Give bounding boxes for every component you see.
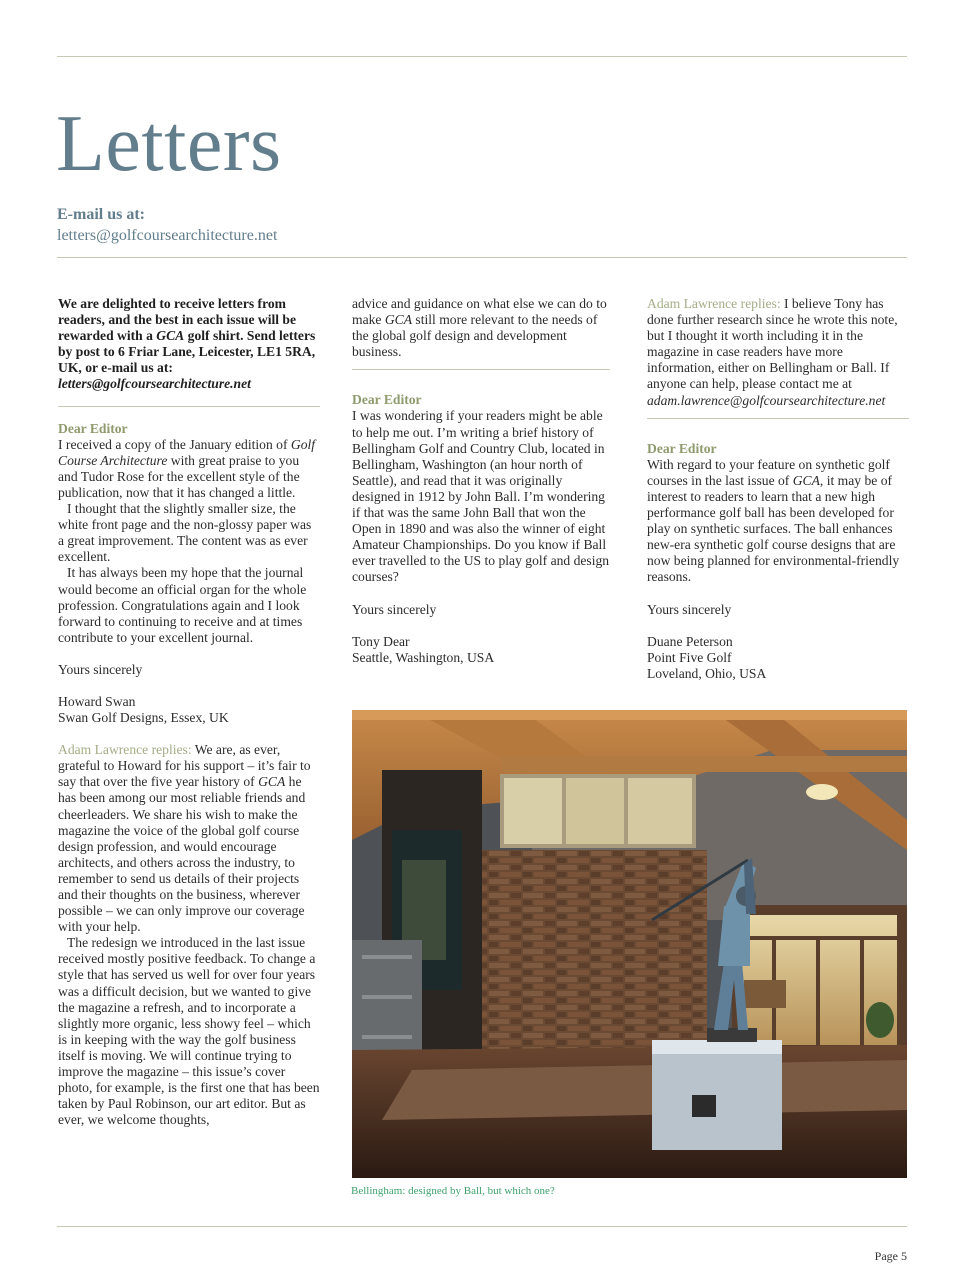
letter3-name: Duane Peterson — [647, 633, 733, 649]
letter1-paragraph-1: I received a copy of the January edition of Golf Course Architecture with great praise to you and Tudor Rose for the excellent style of the publication, now that it has changed a little. — [58, 436, 316, 500]
letter1-signoff: Yours sincerely — [58, 661, 143, 677]
header-rule — [57, 257, 907, 258]
letter2-location: Seattle, Washington, USA — [352, 649, 495, 665]
letter1-paragraph-3: It has always been my hope that the journal would become an official organ for the whole profession. Congratulations again and I look forward to continuing to receive and at times contribute to your excellent journal. — [58, 565, 307, 645]
page-title: Letters — [56, 100, 282, 188]
middle-rule — [352, 369, 610, 370]
reply1-label: Adam Lawrence replies: — [58, 742, 192, 758]
letter1-affiliation: Swan Golf Designs, Essex, UK — [58, 710, 229, 726]
email-label: E-mail us at: — [57, 206, 145, 223]
letter3-location: Loveland, Ohio, USA — [647, 665, 767, 681]
letter3-body: With regard to your feature on synthetic golf courses in the last issue of GCA, it may be of interest to readers to learn that a new high performance golf ball has been developed for play on synthetic surfaces. The ball enhances new-era synthetic golf course designs that are now being planned for environmental-friendly reasons. — [647, 456, 900, 585]
page-number: Page 5 — [874, 1249, 907, 1263]
letter1-name: Howard Swan — [58, 693, 136, 709]
letter1-salutation: Dear Editor — [58, 420, 128, 436]
email-address-link[interactable]: letters@golfcoursearchitecture.net — [57, 227, 278, 244]
column-left — [58, 296, 320, 1128]
letter3-signoff: Yours sincerely — [647, 601, 732, 617]
clubhouse-illustration — [352, 710, 907, 1178]
right-rule — [647, 418, 909, 419]
column-right — [647, 296, 909, 682]
letter2-salutation: Dear Editor — [352, 392, 422, 408]
reply2-paragraph: Adam Lawrence replies: I believe Tony has done further research since he wrote this note, but I thought it worth including it in the magazine in case readers have more information, either on Bellingham or Ball. If anyone can help, please contact me at adam.lawrence@golfcoursearchitecture.net — [647, 296, 898, 408]
reply2-email-link[interactable]: adam.lawrence@golfcoursearchitecture.net — [647, 392, 886, 408]
letter2-name: Tony Dear — [352, 633, 410, 649]
reply2-label: Adam Lawrence replies: — [647, 296, 781, 311]
footer-rule — [57, 1226, 907, 1227]
letter3-salutation: Dear Editor — [647, 440, 717, 456]
reply1-continuation: advice and guidance on what else we can do to make GCA still more relevant to the needs of the global golf design and development business. — [352, 296, 607, 360]
intro-paragraph: We are delighted to receive letters from readers, and the best in each issue will be rewarded with a GCA golf shirt. Send letters by post to 6 Friar Lane, Leicester, LE1 5RA, UK, or e-mail us at: letters@golfcoursearchitecture.net — [58, 296, 316, 392]
reply1-paragraph-1: Adam Lawrence replies: We are, as ever, grateful to Howard for his support – it’s fair to say that over the five year history of GCA he has been among our most reliable friends and cheerleaders. We share his wish to make the magazine the voice of the global golf course design profession, and would encourage architects, and others across the industry, to remember to send us details of their projects and their thoughts on the business, wherever possible – we can only improve our coverage with your help. — [58, 742, 311, 935]
letter3-company: Point Five Golf — [647, 649, 732, 665]
letter1-paragraph-2: I thought that the slightly smaller size, the white front page and the non-glossy paper was a great improvement. The content was as ever excellent. — [58, 501, 312, 565]
photo-caption: Bellingham: designed by Ball, but which one? — [351, 1185, 555, 1197]
top-rule — [57, 56, 907, 57]
reply1-paragraph-2: The redesign we introduced in the last issue received mostly positive feedback. To change a style that has served us well for over four years was a difficult decision, but we wanted to give the magazine a refresh, and to incorporate a slightly more organic, less showy feel – which is in keeping with the way the golf business itself is moving. We will continue trying to improve the magazine – this issue’s cover photo, for example, is the first one that has been taken by Paul Robinson, our art editor. But as ever, we welcome thoughts, — [58, 935, 320, 1128]
clubhouse-photo — [352, 710, 907, 1178]
intro-email-link[interactable]: letters@golfcoursearchitecture.net — [58, 376, 251, 392]
column-middle — [352, 296, 610, 666]
letter2-body: I was wondering if your readers might be able to help me out. I’m writing a brief history of Bellingham Golf and Country Club, located in Bellingham, Washington (an hour north of Seattle), and read that it was originally designed in 1912 by John Ball. I’m wondering if that was the same John Ball that won the Open in 1890 and was also the winner of eight Amateur Championships. Do you know if Ball ever travelled to the US to play golf and design courses? — [352, 408, 610, 585]
letter2-signoff: Yours sincerely — [352, 601, 437, 617]
intro-rule — [58, 406, 320, 407]
